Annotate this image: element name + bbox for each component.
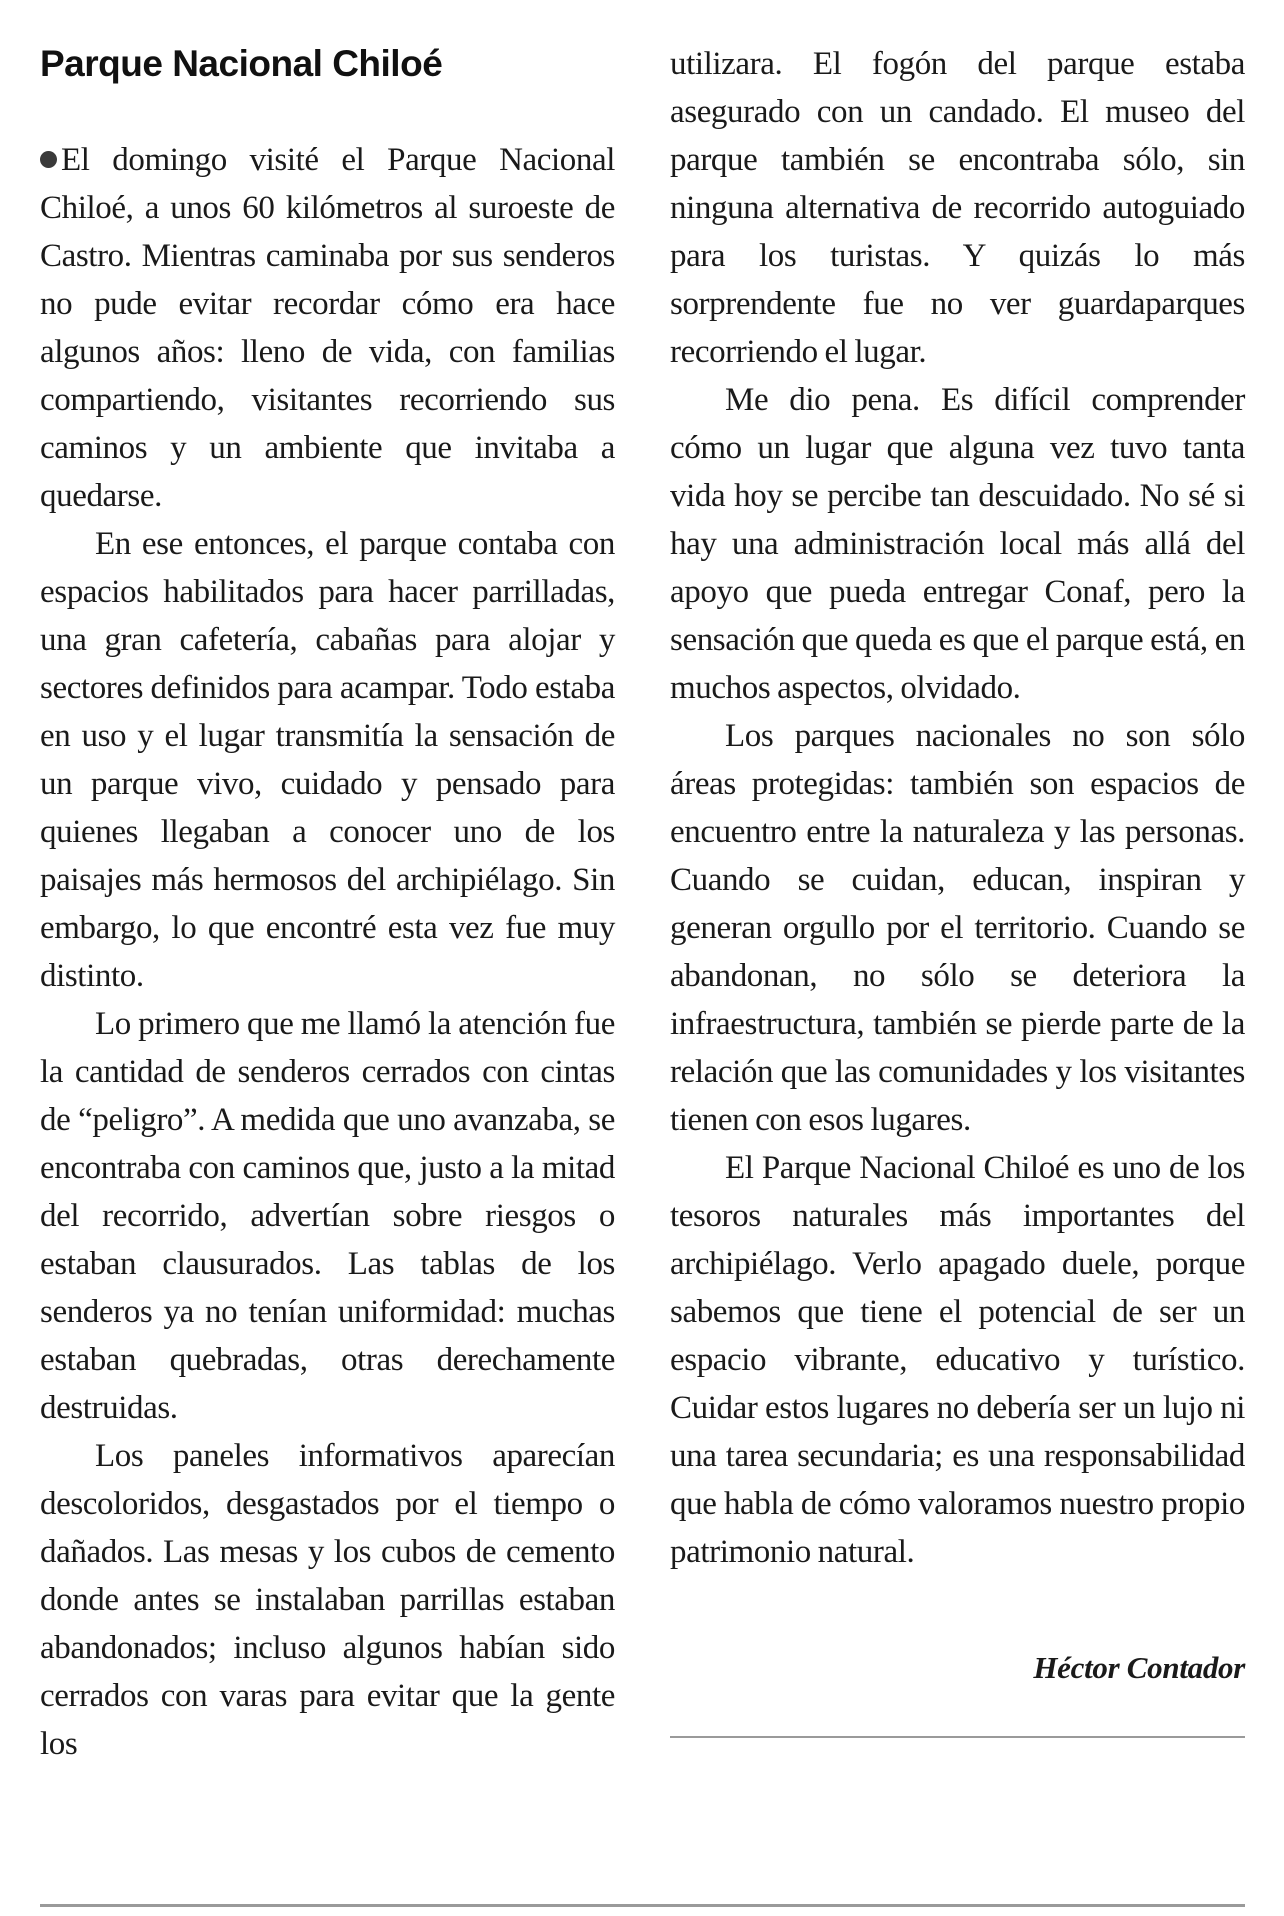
author-signature: Héctor Contador — [1033, 1650, 1245, 1685]
paragraph-5: Me dio pena. Es difícil comprender cómo un lugar que alguna vez tuvo tanta vida hoy se percibe tan descuidado. No sé si hay una administración local más allá del apoyo que pueda entregar Conaf, pero la sensación que queda es que el parque está, en muchos aspectos, olvidado. — [670, 382, 1245, 706]
paragraph-1-text: El domingo visité el Parque Nacional Chiloé, a unos 60 kilómetros al suroeste de Castro. Mientras caminaba por sus senderos no pude evitar recordar cómo era hace algunos años: lleno de vida, con familias compartiendo, visitantes recorriendo sus caminos y un ambiente que invitaba a quedarse. — [40, 142, 615, 514]
signature-divider — [670, 1736, 1245, 1738]
paragraph-7: El Parque Nacional Chiloé es uno de los tesoros naturales más importantes del archipiélago. Verlo apagado duele, porque sabemos que tiene el potencial de ser un espacio vibrante, educativo y turístico. Cuidar estos lugares no debería ser un lujo ni una tarea secundaria; es una responsabilidad que habla de cómo valoramos nuestro propio patrimonio natural. — [670, 1150, 1245, 1570]
paragraph-4: Los paneles informativos aparecían descoloridos, desgastados por el tiempo o dañados. Las mesas y los cubos de cemento donde antes se instalaban parrillas estaban abandonados; incluso algunos habían sido cerrados con varas para evitar que la gente los — [40, 1438, 615, 1762]
paragraph-6: Los parques nacionales no son sólo áreas protegidas: también son espacios de encuentro entre la naturaleza y las personas. Cuando se cuidan, educan, inspiran y generan orgullo por el territorio. Cuando se abandonan, no sólo se deteriora la infraestructura, también se pierde parte de la relación que las comunidades y los visitantes tienen con esos lugares. — [670, 718, 1245, 1138]
paragraph-1 — [40, 136, 615, 520]
right-column — [670, 40, 1245, 1738]
bottom-divider — [40, 1904, 1245, 1907]
paragraph-2: En ese entonces, el parque contaba con espacios habilitados para hacer parrilladas, una gran cafetería, cabañas para alojar y sectores definidos para acampar. Todo estaba en uso y el lugar transmitía la sensación de un parque vivo, cuidado y pensado para quienes llegaban a conocer uno de los paisajes más hermosos del archipiélago. Sin embargo, lo que encontré esta vez fue muy distinto. — [40, 526, 615, 994]
left-column — [40, 40, 615, 1768]
article-headline: Parque Nacional Chiloé — [40, 43, 443, 84]
paragraph-3: Lo primero que me llamó la atención fue la cantidad de senderos cerrados con cintas de “peligro”. A medida que uno avanzaba, se encontraba con caminos que, justo a la mitad del recorrido, advertían sobre riesgos o estaban clausurados. Las tablas de los senderos ya no tenían uniformidad: muchas estaban quebradas, otras derechamente destruidas. — [40, 1006, 615, 1426]
bullet-icon — [40, 151, 57, 168]
paragraph-4-continued: utilizara. El fogón del parque estaba asegurado con un candado. El museo del parque también se encontraba sólo, sin ninguna alternativa de recorrido autoguiado para los turistas. Y quizás lo más sorprendente fue no ver guardaparques recorriendo el lugar. — [670, 46, 1245, 370]
